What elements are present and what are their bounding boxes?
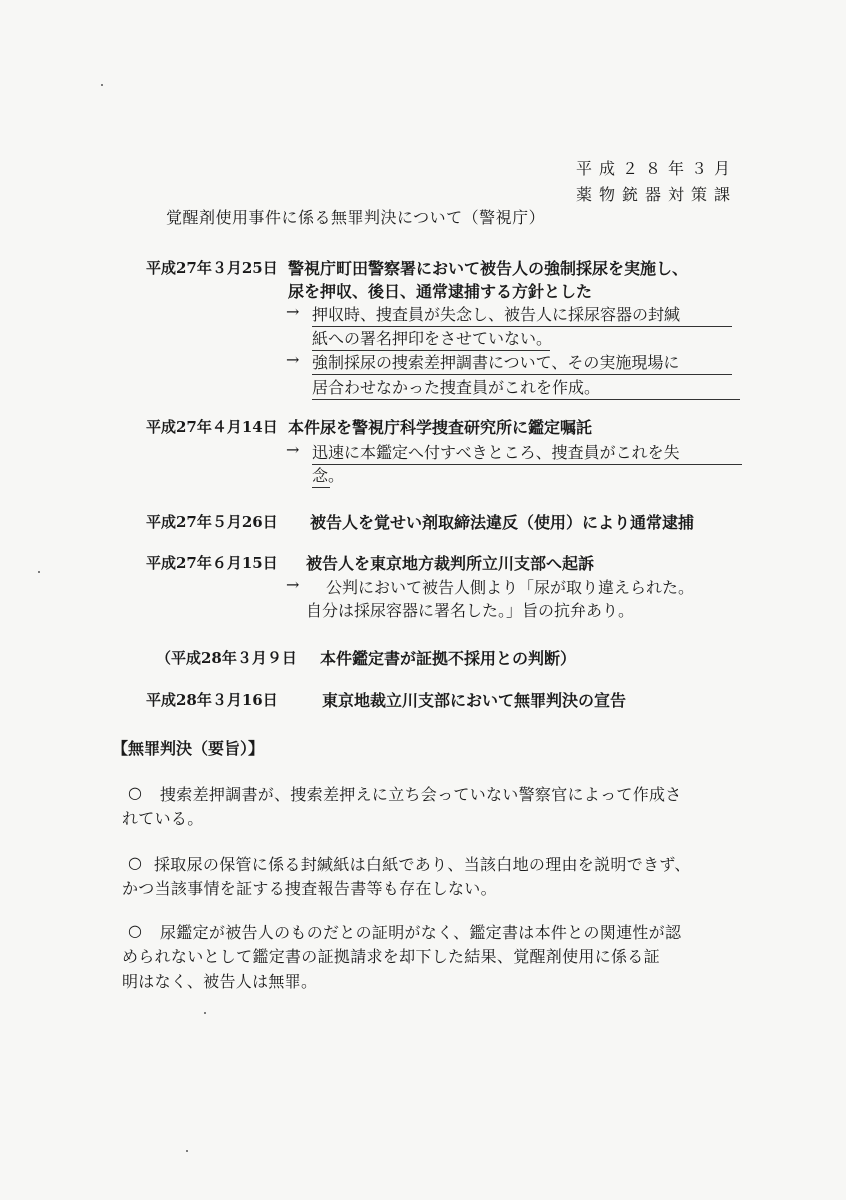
- circle-bullet-icon: ○: [128, 783, 143, 802]
- arrow-icon: →: [286, 302, 300, 321]
- scan-speck: [38, 571, 40, 573]
- timeline-date-5: （平成28年３月９日: [156, 649, 297, 667]
- verdict-heading: 【無罪判決（要旨）】: [112, 739, 265, 758]
- circle-bullet-icon: ○: [128, 921, 143, 940]
- header-department: 薬物銃器対策課: [576, 185, 738, 204]
- timeline-event-3: 被告人を覚せい剤取締法違反（使用）により通常逮捕: [310, 513, 695, 532]
- timeline-date-6: 平成28年３月16日: [146, 691, 278, 709]
- verdict-point-1-line-2: れている。: [122, 809, 204, 828]
- verdict-point-3-line-1: 尿鑑定が被告人のものだとの証明がなく、鑑定書は本件との関連性が認: [160, 923, 682, 942]
- scan-speck: [186, 1150, 188, 1152]
- timeline-event-1-line-2: 尿を押収、後日、通常逮捕する方針とした: [288, 282, 593, 301]
- timeline-event-6: 東京地裁立川支部において無罪判決の宣告: [322, 691, 627, 710]
- timeline-event-5: 本件鑑定書が証拠不採用との判断）: [320, 649, 577, 668]
- timeline-note-2-line-1: 迅速に本鑑定へ付すべきところ、捜査員がこれを失: [312, 440, 742, 465]
- timeline-date-1: 平成27年３月25日: [146, 259, 278, 277]
- timeline-note-2-line-2: 念。: [312, 463, 330, 488]
- scan-speck: [204, 1012, 206, 1014]
- document-title: 覚醒剤使用事件に係る無罪判決について（警視庁）: [166, 208, 546, 227]
- circle-bullet-icon: ○: [128, 853, 143, 872]
- header-date: 平成２８年３月: [576, 159, 738, 178]
- verdict-point-1-line-1: 捜索差押調書が、捜索差押えに立ち会っていない警察官によって作成さ: [160, 785, 682, 804]
- timeline-note-4-line-1: 公判において被告人側より「尿が取り違えられた。: [326, 578, 695, 597]
- timeline-date-3: 平成27年５月26日: [146, 513, 278, 531]
- timeline-date-2: 平成27年４月14日: [146, 418, 278, 436]
- verdict-point-2-line-1: 採取尿の保管に係る封緘紙は白紙であり、当該白地の理由を説明できず、: [154, 855, 691, 874]
- timeline-note-1a-line-2: 紙への署名押印をさせていない。: [312, 326, 550, 351]
- timeline-event-4: 被告人を東京地方裁判所立川支部へ起訴: [306, 554, 595, 573]
- arrow-icon: →: [286, 350, 300, 369]
- timeline-note-1b-line-2: 居合わせなかった捜査員がこれを作成。: [312, 375, 740, 400]
- arrow-icon: →: [286, 575, 300, 594]
- scan-speck: [101, 84, 103, 86]
- verdict-point-2-line-2: かつ当該事情を証する捜査報告書等も存在しない。: [122, 879, 497, 898]
- timeline-note-1b-line-1: 強制採尿の捜索差押調書について、その実施現場に: [312, 350, 732, 375]
- verdict-point-3-line-2: められないとして鑑定書の証拠請求を却下した結果、覚醒剤使用に係る証: [122, 947, 660, 966]
- timeline-event-2: 本件尿を警視庁科学捜査研究所に鑑定嘱託: [288, 418, 593, 437]
- verdict-point-3-line-3: 明はなく、被告人は無罪。: [122, 972, 318, 991]
- timeline-event-1-line-1: 警視庁町田警察署において被告人の強制採尿を実施し、: [288, 259, 689, 278]
- timeline-date-4: 平成27年６月15日: [146, 554, 278, 572]
- timeline-note-4-line-2: 自分は採尿容器に署名した。」旨の抗弁あり。: [306, 601, 635, 620]
- timeline-note-1a-line-1: 押収時、捜査員が失念し、被告人に採尿容器の封緘: [312, 302, 732, 327]
- arrow-icon: →: [286, 440, 300, 459]
